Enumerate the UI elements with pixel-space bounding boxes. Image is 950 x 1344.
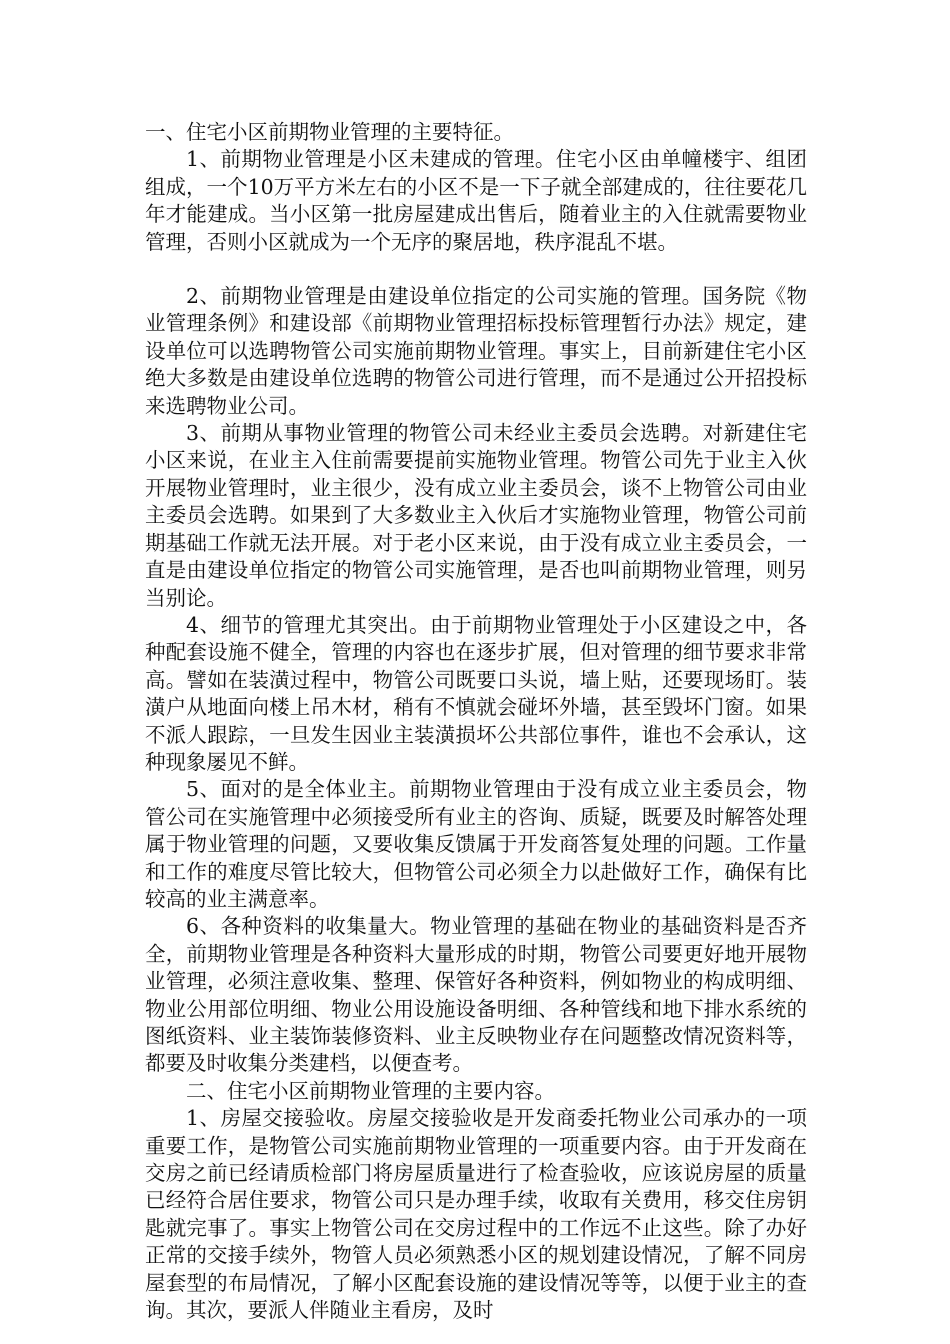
section-1-paragraph-2: 2、前期物业管理是由建设单位指定的公司实施的管理。国务院《物业管理条例》和建设部《前期物业管理招标投标管理暂行办法》规定，建设单位可以选聘物管公司实施前期物业管理。事实上，目前新建住宅小区绝大多数是由建设单位选聘的物管公司进行管理，而不是通过公开招投标来选聘物业公司。 [145,284,807,418]
section-1-paragraph-6: 6、各种资料的收集量大。物业管理的基础在物业的基础资料是否齐全，前期物业管理是各种资料大量形成的时期，物管公司要更好地开展物业管理，必须注意收集、整理、保管好各种资料，例如物业的构成明细、物业公用部位明细、物业公用设施设备明细、各种管线和地下排水系统的图纸资料、业主装饰装修资料、业主反映物业存在问题整改情况资料等，都要及时收集分类建档，以便查考。 [145,914,807,1076]
section-1-paragraph-5: 5、面对的是全体业主。前期物业管理由于没有成立业主委员会，物管公司在实施管理中必须接受所有业主的咨询、质疑，既要及时解答处理属于物业管理的问题，又要收集反馈属于开发商答复处理的问题。工作量和工作的难度尽管比较大，但物管公司必须全力以赴做好工作，确保有比较高的业主满意率。 [145,777,807,911]
document-body [145,119,807,1324]
section-2-heading: 二、住宅小区前期物业管理的主要内容。 [186,1078,555,1103]
section-1-paragraph-4: 4、细节的管理尤其突出。由于前期物业管理处于小区建设之中，各种配套设施不健全，管理的内容也在逐步扩展，但对管理的细节要求非常高。譬如在装潢过程中，物管公司既要口头说，墙上贴，还要现场盯。装潢户从地面向楼上吊木材，稍有不慎就会碰坏外墙，甚至毁坏门窗。如果不派人跟踪，一旦发生因业主装潢损坏公共部位事件，谁也不会承认，这种现象屡见不鲜。 [145,612,807,774]
section-1-heading: 一、住宅小区前期物业管理的主要特征。 [145,120,514,144]
section-1-paragraph-3: 3、前期从事物业管理的物管公司未经业主委员会选聘。对新建住宅小区来说，在业主入住前需要提前实施物业管理。物管公司先于业主入伙开展物业管理时，业主很少，没有成立业主委员会，谈不上物管公司由业主委员会选聘。如果到了大多数业主入伙后才实施物业管理，物管公司前期基础工作就无法开展。对于老小区来说，由于没有成立业主委员会，一直是由建设单位指定的物管公司实施管理，是否也叫前期物业管理，则另当别论。 [145,421,807,610]
section-1-paragraph-1: 1、前期物业管理是小区未建成的管理。住宅小区由单幢楼宇、组团组成，一个10万平方米左右的小区不是一下子就全部建成的，往往要花几年才能建成。当小区第一批房屋建成出售后，随着业主的入住就需要物业管理，否则小区就成为一个无序的聚居地，秩序混乱不堪。 [145,147,807,254]
section-2-paragraph-1: 1、房屋交接验收。房屋交接验收是开发商委托物业公司承办的一项重要工作，是物管公司实施前期物业管理的一项重要内容。由于开发商在交房之前已经请质检部门将房屋质量进行了检查验收，应该说房屋的质量已经符合居住要求，物管公司只是办理手续，收取有关费用，移交住房钥匙就完事了。事实上物管公司在交房过程中的工作远不止这些。除了办好正常的交接手续外，物管人员必须熟悉小区的规划建设情况，了解不同房屋套型的布局情况，了解小区配套设施的建设情况等等，以便于业主的查询。其次，要派人伴随业主看房，及时 [145,1106,807,1323]
blank-line [145,256,807,283]
